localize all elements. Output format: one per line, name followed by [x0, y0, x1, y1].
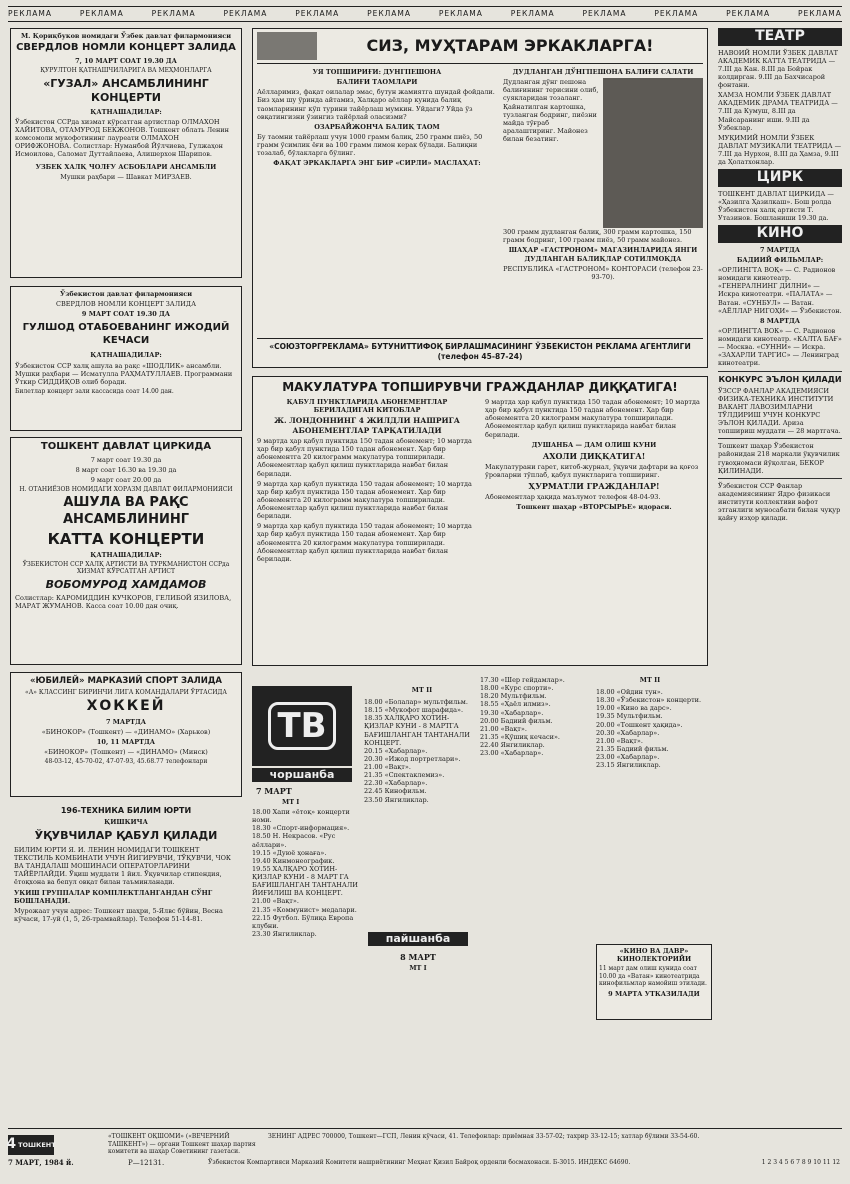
tv-item: 18.15 «Мукофот шарафида».	[364, 706, 464, 715]
circus-participants-heading: ҚАТНАШАДИЛАР:	[90, 550, 162, 559]
concert-tail: УЗБЕК ХАЛҚ ЧОЛҒУ АСБОБЛАРИ АНСАМБЛИ	[35, 162, 217, 171]
concert-venue: СВЕРДЛОВ НОМЛИ КОНЦЕРТ ЗАЛИДА	[55, 300, 197, 309]
hockey-title: ХОККЕЙ	[86, 698, 166, 715]
recipe-heading-3: ФАҚАТ ЭРКАКЛАРГА ЭНГ БИР «СИРЛИ» МАСЛАҲАТ:	[273, 159, 481, 168]
tv-item: 19.35 Мультфильм.	[596, 712, 663, 721]
paper-drive-body-3: Абонементлар ҳақида маълумот телефон 48-04-93.	[485, 493, 661, 501]
header-label: РЕКЛАМА	[295, 9, 340, 19]
tv-channel-2: МТ II	[411, 686, 433, 694]
tv-item: 18.30 «Ўзбекистон» концерти.	[596, 696, 702, 705]
header-label: РЕКЛАМА	[438, 9, 483, 19]
tv-item: 23.30 Янгиликлар.	[252, 929, 317, 938]
concert-org: М. Қориқбуков номидаги Ўзбек давлат филармонияси	[20, 32, 232, 40]
tv-item: 21.35 «Спектаклемиз».	[364, 771, 445, 780]
hockey-date-2: 10, 11 МАРТДА	[96, 737, 156, 746]
tv-day-2: пайшанба	[368, 932, 468, 946]
tv-item: 20.30 «Ижод портретлари».	[364, 754, 461, 763]
tv-item: 20.15 «Хабарлар».	[364, 746, 428, 755]
tv-item: 18.20 Мультфильм.	[480, 692, 547, 701]
tv-item: 18.00 «Болалар» мультфильм.	[364, 698, 468, 706]
cinema-heading: КИНО	[718, 225, 842, 243]
contest-heading: КОНКУРС ЭЪЛОН ҚИЛАДИ	[718, 374, 842, 384]
paper-brand: ТОШКЕНТ	[18, 1140, 56, 1149]
gastronom-shop: ШАҲАР «ГАСТРОНОМ» МАГАЗИНЛАРИДА ЯНГИ ДУДЛАНГАН БАЛИҚЛАР СОТИЛМОҚДА	[508, 246, 698, 263]
issue-code: Р—12131.	[128, 1159, 165, 1167]
recipe-text: Аёлларимиз, фақат оилалар эмас, бутун жамиятга шундай фойдали. Биз ҳам шу ўринда айтамиз, Халқаро аёллар кунида балиқ таомларининг кўп турини тайёрлаш мумкин. Уйдаги? Уйда ўз овқатингизни ўзингиз тайёрлай оласизми?	[257, 88, 495, 121]
header-label: РЕКЛАМА	[582, 9, 627, 19]
tv-item: 18.00 «Ойдин тун».	[596, 688, 663, 696]
tv-item: 22.30 «Хабарлар».	[364, 779, 428, 788]
tv-item: 19.55 ХАЛҚАРО ХОТИН-ҚИЗЛАР КУНИ - 8 МАРТ ГА БАҒИШЛАНГАН ТАНТАНАЛИ ЙИҒИЛИШ ВА КОНЦЕРТ.	[252, 864, 358, 898]
salad-text: Дудланган дўнг пешона балиғининг терисини олиб, суякларидан тозаланг. Қайнатилган картошка, тузланган бодринг, пиёзни майда тўғраб аралаштиринг. Майонез билан безатинг.	[503, 78, 599, 143]
hockey-ad	[10, 672, 242, 797]
paper-drive-sub-2: Ж. ЛОНДОННИНГ 4 ЖИЛДЛИ НАШРИГА АБОНЕМЕНТЛАР ТАРҚАТИЛАДИ	[274, 416, 460, 435]
circus-sub: Н. ОТАНИЁЗОВ НОМИДАГИ ХОРАЗМ ДАВЛАТ ФИЛАРМОНИЯСИ	[19, 485, 233, 493]
paper-drive-body: 9 мартда ҳар қабул пунктида 150 тадан абонемент; 10 мартда ҳар бир қабул пунктида 150 тадан абонемент. Ҳар бир абонементга 20 килограмм макулатура топширилади. Абонементлар қабул қилиш пунктларида навбат билан берилади.	[257, 522, 472, 563]
film-lecture-ad	[596, 944, 712, 1020]
circus-org: ТОШКЕНТ ДАВЛАТ ЦИРКИДА	[40, 441, 212, 452]
footer	[8, 1128, 842, 1181]
film-lecture-date: 9 МАРТА УТКАЗИЛАДИ	[608, 989, 700, 998]
hockey-date-1: 7 МАРТДА	[105, 717, 147, 726]
concert-host: Мушки раҳбари — Шавкат МИРЗАЕВ.	[60, 172, 192, 181]
header-label: РЕКЛАМА	[797, 9, 842, 19]
paper-drive-body: 9 мартда ҳар қабул пунктида 150 тадан абонемент; 10 мартда ҳар бир қабул пунктида 150 тадан абонемент. Ҳар бир абонементга 20 килограмм макулатура топширилади. Абонементлар қабул қилиш пунктларида навбат билан берилади.	[257, 479, 472, 521]
hockey-phones: 48-03-12, 45-70-02, 47-07-93, 45.68.77 телефонлари	[44, 758, 208, 766]
tv-item: 22.15 Футбол. Бўлиқа Европа клубни.	[252, 913, 354, 930]
tv-item: 18.00 «Курс спорти».	[480, 684, 554, 693]
paper-drive-sign: Тошкент шаҳар «ВТОРСЫРЬЕ» идораси.	[516, 503, 672, 512]
header-label: РЕКЛАМА	[367, 9, 412, 19]
cinema-listing-2: «ОРЛИНГТА ВОК» — С. Радионов номидаги кинотеатр. «КАЛТА БАҒ» — Москва. «СУННИ» — Искра. «ЗАХАРЛИ ТАРГИС» — Ленинград кинотеатри.	[718, 326, 842, 368]
header-label: РЕКЛАМА	[79, 9, 124, 19]
gastronom-footer: «СОЮЗТОРГРЕКЛАМА» БУТУНИТТИФОҚ БИРЛАШМАСИНИНГ ЎЗБЕКИСТОН РЕКЛАМА АГЕНТЛИГИ (телефон 45-87-24)	[257, 338, 703, 361]
tv-item: 23.00 «Хабарлар».	[596, 753, 660, 761]
paper-drive-ad	[252, 376, 708, 666]
dish-photo	[603, 78, 703, 228]
school-sub: ҚИШКИЧА	[104, 818, 148, 826]
tv-column-4	[596, 688, 706, 769]
school-org: 196-ТЕХНИКА БИЛИМ ЮРТИ	[60, 806, 192, 815]
concert-venue: СВЕРДЛОВ НОМЛИ КОНЦЕРТ ЗАЛИДА	[16, 42, 236, 54]
recipe-subheading: БАЛИҒИ ТАОМЛАРИ	[336, 78, 418, 87]
theatre-listing: МУҚИМИЙ НОМЛИ ЎЗБЕК ДАВЛАТ МУЗИКАЛИ ТЕАТРИДА — 7.III да Нурхон, 8.III да Ҳамза, 9.III да Ҳолатхонлар.	[718, 133, 842, 167]
header-label: РЕКЛАМА	[654, 9, 699, 19]
tv-item: 23.15 Янгиликлар.	[596, 761, 661, 770]
gastronom-office: РЕСПУБЛИКА «ГАСТРОНОМ» КОНТОРАСИ (телефон 23-93-70).	[503, 264, 703, 281]
tv-date-1: 7 МАРТ	[256, 786, 292, 796]
tv-item: 21.00 «Вақт».	[252, 897, 299, 906]
paper-drive-rest-day: ДУШАНБА — ДАМ ОЛИШ КУНИ	[531, 440, 657, 449]
tv-item: 18.50 Н. Некрасов. «Рус аёллари».	[252, 832, 336, 849]
circus-date-3: 9 март соат 20.00 да	[90, 475, 162, 484]
gastronom-ad	[252, 28, 708, 368]
recipe-heading: УЯ ТОПШИРИҒИ: ДУНГПЕШОНА	[312, 68, 442, 76]
concert-org: Ўзбекистон давлат филармонияси	[59, 290, 193, 298]
header-label: РЕКЛАМА	[510, 9, 555, 19]
tv-column-1	[252, 808, 360, 938]
paper-drive-citizens: ҲУРМАТЛИ ГРАЖДАНЛАР!	[528, 481, 660, 491]
circus-body: ЎЗБЕКИСТОН ССР ХАЛҚ АРТИСТИ ВА ТУРКМАНИСТОН ССРда ХИЗМАТ КЎРСАТГАН АРТИСТ	[22, 560, 230, 576]
tv-item: 21.35 Бадиий фильм.	[596, 744, 669, 753]
circus-listing: ТОШКЕНТ ДАВЛАТ ЦИРКИДА — «Ҳазилга Ҳазилкаш». Бош ролда Ўзбекистон халқ артисти Т. Утазинов. Бошланиши 19.30 да.	[718, 189, 834, 223]
header-label: РЕКЛАМА	[726, 9, 771, 19]
school-title: ЎҚУВЧИЛАР ҚАБУЛ ҚИЛАДИ	[34, 829, 218, 843]
tv-item: 19.40 Кинмонеографик.	[252, 856, 335, 865]
tv-item: 21.35 «Коммунист» медалари.	[252, 905, 357, 914]
recipe-heading-2: ОЗАРБАЙЖОНЧА БАЛИҚ ТАОМ	[314, 122, 440, 131]
hockey-sub: «А» КЛАССИНГ БИРИНЧИ ЛИГА КОМАНДАЛАРИ ЎРТАСИДА	[25, 688, 227, 696]
lost-notice: Тошкент шаҳар Ўзбекистон районидан 218 маркали ўқувчилик гувоҳномаси йўқолган, БЕКОР ҚИЛИНАДИ.	[718, 442, 840, 475]
school-addr: Мурожаат учун адрес: Тошкент шаҳри, 5-Ялвс бўйин, Весна кўчаси, 17-уй (1, 5, 26-трамвайлар). Телефон 51-14-81.	[14, 906, 223, 923]
circus-date-1: 7 март соат 19.30 да	[90, 455, 162, 464]
tv-date-2: 8 МАРТ	[400, 952, 436, 962]
circus-star: ВОБОМУРОД ХАМДАМОВ	[45, 577, 207, 591]
paper-drive-body-2: Макулатурани гарет, китоб-журнал, ўқувчи дафтари ва қоғоз ўровларни тўплаб, қабул пунктларига топширинг.	[485, 462, 699, 479]
film-lecture-body: 11 март дам олиш кунида соат 10.00 да «Ватан» кинотеатрида кинофильмлар намойиш этилади.	[599, 965, 707, 988]
tv-day-1: чоршанба	[252, 768, 352, 782]
right-column	[718, 28, 842, 1118]
obituary-notice: Ўзбекистон ССР Фанлар академиясининг Ядро физикаси институти коллективи вафот этганлиги муносабати билан чуқур қайғу изҳор қилади.	[718, 481, 841, 523]
circus-heading: ЦИРК	[718, 169, 842, 187]
tv-item: 18.35 ХАЛҚАРО ХОТИН-ҚИЗЛАР КУНИ - 8 МАРТГА БАҒИШЛАНГАН ТАНТАНАЛИ КОНЦЕРТ.	[364, 714, 470, 747]
circus-title-2: КАТТА КОНЦЕРТИ	[47, 529, 205, 548]
tv-logo-text: ТВ	[268, 702, 335, 751]
tv-column-2	[364, 698, 472, 804]
printing-info: Ўзбекистон Компартияси Марказий Комитети нашриётининг Меҳнат Қизил Байроқ орденли босмахонаси. Б-3015. ИНДЕКС 64690.	[208, 1159, 631, 1166]
concert-body: Ўзбекистон ССР халқ ашула ва рақс «ШОДЛИК» ансамбли. Мушки раҳбари — Исматулла РАҲМАТУЛЛАЕВ. Программани Ўткир СИДДИҚОВ олиб боради.	[15, 361, 233, 386]
tv-item: 21.00 «Вақт».	[364, 763, 411, 771]
salad-text-2: 300 грамм дудланган балиқ, 300 грамм картошка, 150 грамм бодринг, 100 грамм пиёз, 50 грамм майонез.	[503, 228, 692, 245]
cinema-listing: «ОРЛИНГТА ВОҚ» — С. Радионов номидаги кинотеатр. «ГЕНЕРАЛНИНГ ДИЛНИ» — Искра кинотеатри. «ПАЛАТА» — Ватан. «СУНБУЛ» — Ватан. «АЁЛЛАР НИГОҲИ» — Ўзбекистон.	[718, 266, 842, 315]
tv-channel-2b: МТ II	[639, 676, 661, 684]
header-label: РЕКЛАМА	[151, 9, 196, 19]
school-body: БИЛИМ ЮРТИ Я. И. ЛЕНИН НОМИДАГИ ТОШКЕНТ ТЕКСТИЛЬ КОМБИНАТИ УЧУН ЙИГИРУВЧИ, ТЎҚУВЧИ, ЧОК ВА ТАНДАЛАШ МОШИНАСИ ОПЕРАТОРЛАРИНИ ТАЙЁРЛАЙДИ. Ўқиш муддати 1 йил. Ўқувчилар стипендия, ётоқхона ва бепул овқат билан таъминланади.	[14, 845, 231, 887]
tv-item: 22.45 Кинофильм.	[364, 787, 427, 796]
header-label: РЕКЛАМА	[8, 9, 52, 19]
theatre-listing: ХАМЗА НОМЛИ ЎЗБЕК ДАВЛАТ АКАДЕМИК ДРАМА ТЕАТРИДА — 7.III да Кумуш, 8.III да Майсаранинг иши. 9.III да Ўзбеклар.	[718, 91, 838, 132]
publisher-info: «ТОШКЕНТ ОҚШОМИ» («ВЕЧЕРНИЙ ТАШКЕНТ») — органи Тошкент шаҳар партия комитети ва шаҳар Советининг газетаси.	[108, 1133, 256, 1155]
contest-text: ЎЗССР ФАНЛАР АКАДЕМИЯСИ ФИЗИКА-ТЕХНИКА ИНСТИТУТИ ВАКАНТ ЛАВОЗИМЛАРНИ ТЎЛДИРИШ УЧУН КОНКУРС ЭЪЛОН ҚИЛАДИ. Ариза топшириш муддати — 28 мартгача.	[718, 386, 841, 436]
header-strip	[8, 6, 842, 22]
tv-channel-1b: МТ I	[409, 964, 427, 972]
tv-programme	[252, 676, 708, 1116]
tv-item: 20.00 «Тошкент ҳақида».	[596, 720, 683, 729]
tv-item: 22.40 Янгиликлар.	[480, 741, 545, 749]
tv-item: 19.00 «Кино ва дарс».	[596, 704, 672, 713]
theatre-listing: НАВОИЙ НОМЛИ ЎЗБЕК ДАВЛАТ АКАДЕМИК КАТТА ТЕАТРИДА — 7.III да Кан. 8.III да Бойрак колдирган. 9.III да Бахчисарой фонтани.	[718, 48, 838, 89]
tv-item: 19.30 «Хабарлар».	[480, 708, 544, 717]
tv-item: 18.55 «Ҳаёл илмиз».	[480, 700, 551, 709]
hockey-match-2: «БИНОКОР» (Тошкент) — «ДИНАМО» (Минск)	[44, 748, 208, 756]
school-foot: УКИШ ГРУППАЛАР КОМПЛЕКТЛАНГАНДАН СЎНГ БОШЛАНАДИ.	[14, 888, 213, 905]
circus-title-1: АШУЛА ВА РАҚС АНСАМБЛИНИНГ	[63, 495, 189, 527]
editorial-address: ЗЕНИНГ АДРЕС 700000, Тошкент—ГСП, Ленин кўчаси, 41. Телефонлар: приёмная 33-57-02; тахрир 33-12-15; хатлар бўлими 33-54-60.	[268, 1133, 700, 1140]
salad-heading: ДУДЛАНГАН ДЎНГПЕШОНА БАЛИҒИ САЛАТИ	[512, 68, 694, 76]
concert-date: 7, 10 МАРТ СОАТ 19.30 ДА	[75, 56, 177, 65]
page-index: 1 2 3 4 5 6 7 8 9 10 11 12	[761, 1159, 840, 1166]
cinema-sub: БАДИИЙ ФИЛЬМЛАР:	[736, 255, 824, 264]
concert-date: 9 МАРТ СОАТ 19.30 ДА	[81, 310, 171, 319]
circus-body-2: Солистлар: КАРОМИДДИН КУЧКОРОВ, ГЕЛИБОЙ ЯЗИЛОВА, МАРАТ ЖУМАНОВ. Кассa соат 10.00 дан очиқ.	[15, 593, 232, 610]
paper-drive-sub-1: ҚАБУЛ ПУНКТЛАРИДА АБОНЕМЕНТЛАР БЕРИЛАДИГАН КИТОБЛАР	[286, 398, 448, 415]
tv-item: 20.30 «Хабарлар».	[596, 728, 660, 737]
tv-item: 19.15 «Дуюё ҳонаға».	[252, 848, 327, 857]
concert-title: ГУЛШОД ОТАБОЕВАНИНГ ИЖОДИЙ КЕЧАСИ	[22, 322, 230, 346]
concert-ad-guzal	[10, 28, 242, 278]
circus-date-2: 8 март соат 16.30 ва 19.30 да	[75, 465, 177, 474]
tv-channel-1: МТ I	[282, 798, 300, 806]
school-ad	[10, 803, 242, 1023]
concert-host: Билетлар концерт зали кассасида соат 14.00 дан.	[15, 387, 174, 395]
tv-item: 23.50 Янгиликлар.	[364, 795, 429, 804]
tv-item: 21.00 «Вақт».	[480, 724, 527, 733]
concert-title: «ГУЗАЛ» АНСАМБЛИНИНГ КОНЦЕРТИ	[43, 77, 209, 104]
page-number: 4	[6, 1136, 17, 1153]
cinema-date: 7 МАРТДА	[759, 245, 801, 254]
recipe-text-2: Бу таомни тайёрлаш учун 1000 грамм балиқ, 250 грамм пиёз, 50 грамм ўсимлик ёғи ва 100 грамм лимон керак бўлади. Балиқни тозалаб, бўлакларга бўлинг.	[257, 132, 483, 158]
paper-drive-body: 9 мартда ҳар қабул пунктида 150 тадан абонемент; 10 мартда ҳар бир қабул пунктида 150 тадан абонемент. Ҳар бир абонементга 20 килограмм макулатура топширилади. Абонементлар қабул қилиш пунктларида навбат билан берилади.	[257, 437, 472, 478]
fish-illustration	[257, 32, 317, 60]
paper-drive-title: МАКУЛАТУРА ТОПШИРУВЧИ ГРАЖДАНЛАР ДИҚҚАТИГА!	[282, 380, 678, 394]
tv-item: 18.30 «Спорт-информация».	[252, 824, 350, 833]
film-lecture-title: «КИНО ВА ДАВР» КИНОЛЕКТОРИЙИ	[616, 947, 692, 964]
tv-item: 18.00 Хапи «ётоқ» концерти номи.	[252, 808, 350, 825]
header-label: РЕКЛАМА	[223, 9, 268, 19]
circus-concert-ad	[10, 437, 242, 665]
tv-logo	[252, 686, 352, 766]
paper-drive-body: 9 мартда ҳар қабул пунктида 150 тадан абонемент; 10 мартда ҳар бир қабул пунктида 150 тадан абонемент. Ҳар бир абонементга 20 килограмм макулатура топширилади. Абонементлар қабул қилиш пунктларида навбат билан берилади.	[485, 398, 700, 439]
tv-item: 21.35 «Қўшиқ кечаси».	[480, 732, 560, 741]
tv-item: 23.00 «Хабарлар».	[480, 749, 544, 758]
tv-item: 20.00 Бадиий фильм.	[480, 716, 553, 725]
hockey-match-1: «БИНОКОР» (Тошкент) — «ДИНАМО» (Харьков)	[41, 727, 211, 736]
concert-participants-heading: ҚАТНАШАДИЛАР:	[90, 351, 162, 360]
paper-drive-notice: АХОЛИ ДИҚҚАТИГА!	[542, 450, 646, 461]
cinema-date-2: 8 МАРТДА	[759, 316, 801, 325]
theatre-heading: ТЕАТР	[718, 28, 842, 46]
gastronom-title: СИЗ, МУҲТАРАМ ЭРКАКЛАРГА!	[366, 36, 654, 55]
concert-ad-otaboeva	[10, 286, 242, 431]
tv-item: 21.00 «Вақт».	[596, 736, 643, 745]
concert-sub: ҚУРУЛТОН ҚАТНАШЧИЛАРИГА ВА МЕҲМОНЛАРГА	[40, 66, 212, 74]
tv-column-3	[480, 676, 588, 757]
tv-item: 17.30 «Шер гейдамлар».	[480, 676, 565, 684]
concert-body: Ўзбекистон ССРда хизмат кўрсатган артистлар ОЛМАХОН ХАЙИТОВА, ОТАМУРОД БЕКЖОНОВ. Тошкент облать Ленин комсомоли мукофотининг лауреати ОЛМАХОН ОРИФЖОНОВА. Солистлар: Нуманбой Йўлчиева, Гулжаҳон Исмоилова, Саломат Дуттайлаева, Алишерхон Шарипов.	[15, 117, 229, 159]
concert-participants-heading: ҚАТНАШАДИЛАР:	[90, 107, 162, 116]
hockey-venue: «ЮБИЛЕЙ» МАРКАЗИЙ СПОРТ ЗАЛИДА	[29, 676, 222, 686]
issue-date: 7 МАРТ, 1984 й.	[8, 1158, 74, 1167]
